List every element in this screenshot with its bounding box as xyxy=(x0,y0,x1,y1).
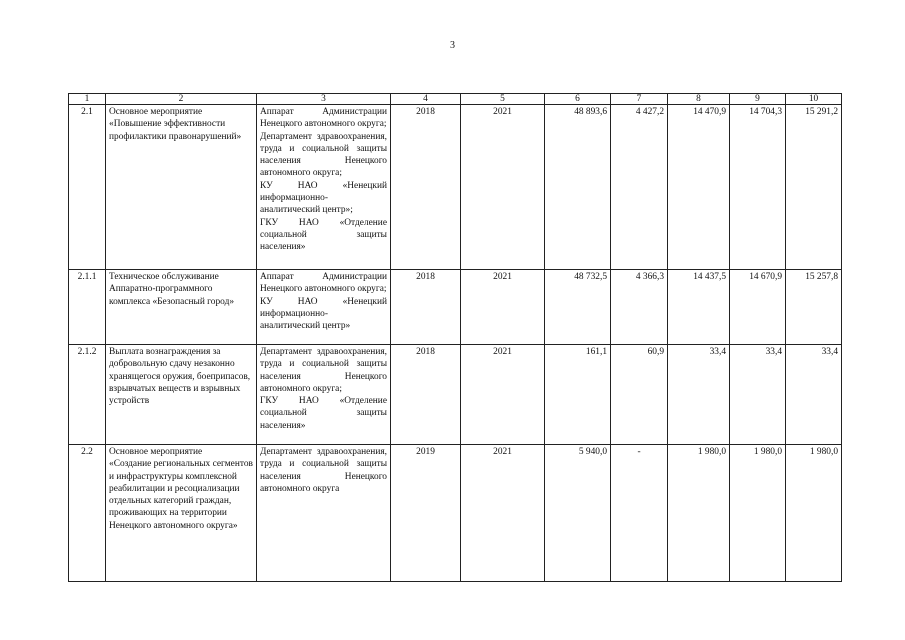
row-value-2018: 4 427,2 xyxy=(611,105,668,270)
row-executor: Аппарат Администрации Ненецкого автономного округа; КУ НАО «Ненецкий информационно-аналитический центр» xyxy=(257,270,391,345)
row-code: 2.1.2 xyxy=(69,345,106,445)
column-header: 10 xyxy=(786,94,842,105)
row-value-2020: 14 704,3 xyxy=(730,105,786,270)
row-executor: Департамент здравоохранения, труда и социальной защиты населения Ненецкого автономного округа; ГКУ НАО «Отделение социальной защиты населения» xyxy=(257,345,391,445)
row-name: Техническое обслуживание Аппаратно-программного комплекса «Безопасный город» xyxy=(106,270,257,345)
column-header: 7 xyxy=(611,94,668,105)
row-value-2021: 1 980,0 xyxy=(786,445,842,582)
row-value-2020: 14 670,9 xyxy=(730,270,786,345)
row-value-2018: - xyxy=(611,445,668,582)
column-header: 5 xyxy=(461,94,545,105)
row-total: 161,1 xyxy=(545,345,611,445)
row-name: Выплата вознаграждения за добровольную сдачу незаконно хранящегося оружия, боеприпасов, взрывчатых веществ и взрывных устройств xyxy=(106,345,257,445)
row-name: Основное мероприятие «Создание региональных сегментов и инфраструктуры комплексной реабилитации и ресоциализации отдельных категорий граждан, проживающих на территории Ненецкого автономного округа» xyxy=(106,445,257,582)
row-year-end: 2021 xyxy=(461,270,545,345)
column-header: 3 xyxy=(257,94,391,105)
program-table xyxy=(68,93,842,582)
row-value-2018: 60,9 xyxy=(611,345,668,445)
row-value-2021: 15 291,2 xyxy=(786,105,842,270)
row-value-2021: 15 257,8 xyxy=(786,270,842,345)
table-row xyxy=(69,445,842,582)
row-name: Основное мероприятие «Повышение эффективности профилактики правонарушений» xyxy=(106,105,257,270)
row-total: 48 732,5 xyxy=(545,270,611,345)
row-year-start: 2018 xyxy=(391,105,461,270)
row-value-2019: 1 980,0 xyxy=(668,445,730,582)
row-value-2018: 4 366,3 xyxy=(611,270,668,345)
row-code: 2.1.1 xyxy=(69,270,106,345)
column-header: 8 xyxy=(668,94,730,105)
column-header: 2 xyxy=(106,94,257,105)
page-number: 3 xyxy=(450,40,455,51)
row-year-start: 2018 xyxy=(391,345,461,445)
column-header: 6 xyxy=(545,94,611,105)
column-header: 4 xyxy=(391,94,461,105)
row-value-2019: 14 470,9 xyxy=(668,105,730,270)
row-code: 2.2 xyxy=(69,445,106,582)
row-value-2019: 14 437,5 xyxy=(668,270,730,345)
row-code: 2.1 xyxy=(69,105,106,270)
row-year-end: 2021 xyxy=(461,445,545,582)
row-value-2021: 33,4 xyxy=(786,345,842,445)
column-header: 1 xyxy=(69,94,106,105)
row-year-start: 2018 xyxy=(391,270,461,345)
column-header: 9 xyxy=(730,94,786,105)
row-value-2019: 33,4 xyxy=(668,345,730,445)
row-total: 5 940,0 xyxy=(545,445,611,582)
table-row xyxy=(69,345,842,445)
row-year-end: 2021 xyxy=(461,105,545,270)
row-value-2020: 1 980,0 xyxy=(730,445,786,582)
table-row xyxy=(69,105,842,270)
row-year-start: 2019 xyxy=(391,445,461,582)
row-executor: Департамент здравоохранения, труда и социальной защиты населения Ненецкого автономного округа xyxy=(257,445,391,582)
row-year-end: 2021 xyxy=(461,345,545,445)
header-row xyxy=(69,94,842,105)
row-total: 48 893,6 xyxy=(545,105,611,270)
row-value-2020: 33,4 xyxy=(730,345,786,445)
table-row xyxy=(69,270,842,345)
row-executor: Аппарат Администрации Ненецкого автономного округа; Департамент здравоохранения, труда и социальной защиты населения Ненецкого автономного округа; КУ НАО «Ненецкий информационно-аналитический центр»; ГКУ НАО «Отделение социальной защиты населения» xyxy=(257,105,391,270)
